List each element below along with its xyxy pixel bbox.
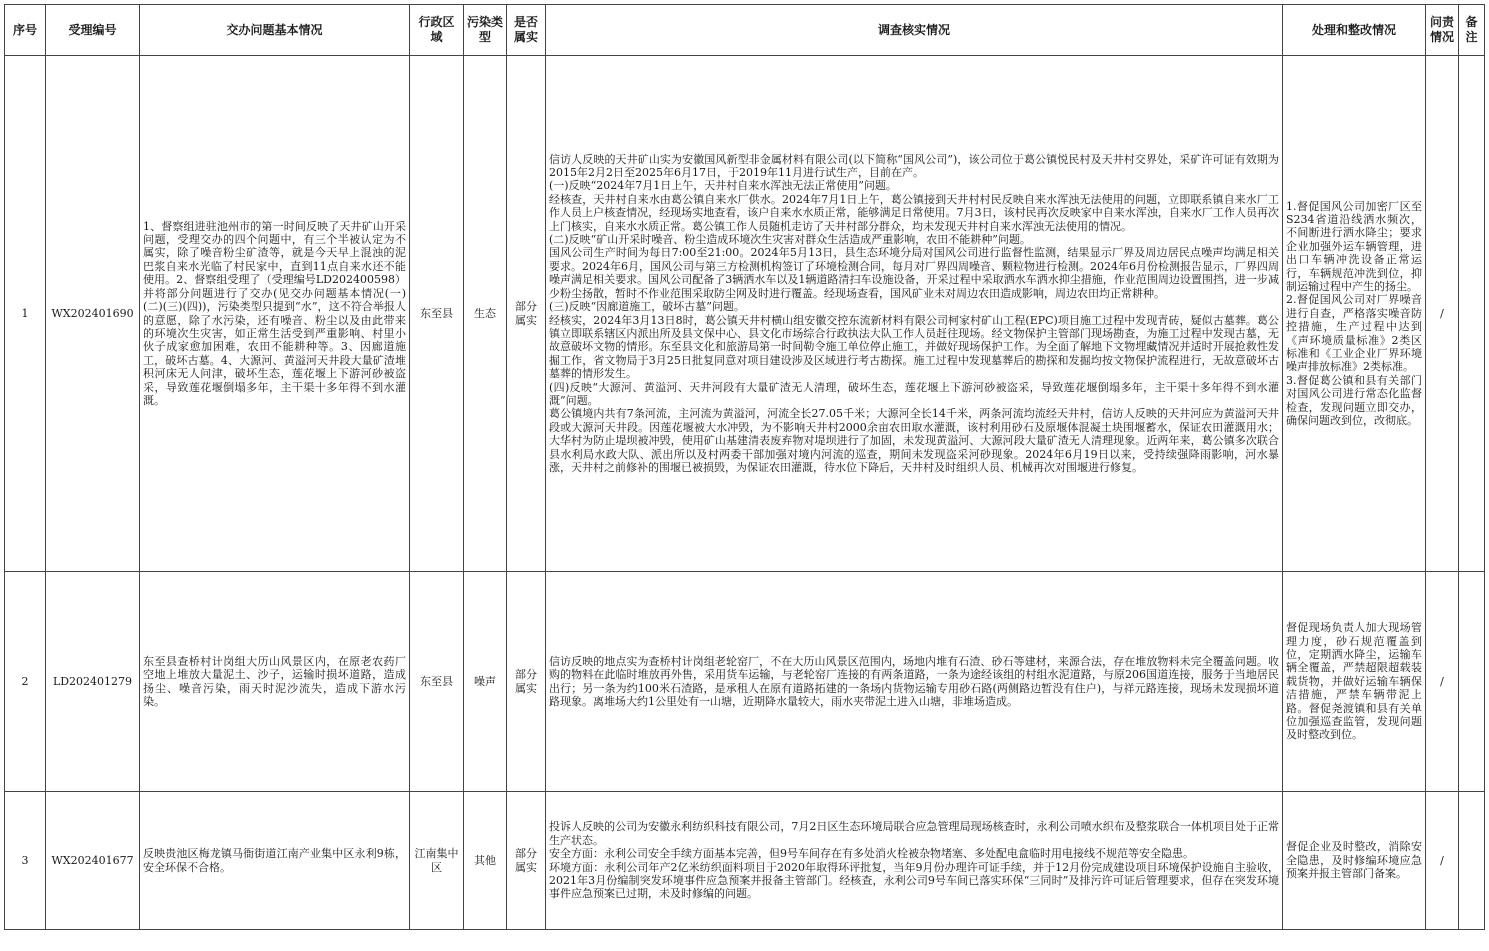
- header-type: 污染类型: [464, 5, 507, 56]
- row-id: WX202401677: [46, 792, 140, 930]
- complaint-table: [4, 4, 1485, 930]
- header-remark: 备注: [1459, 5, 1485, 56]
- row-remark: [1459, 572, 1485, 792]
- header-true: 是否属实: [507, 5, 546, 56]
- row-remark: [1459, 792, 1485, 930]
- header-row: [5, 5, 1485, 56]
- row-region: 东至县: [410, 572, 464, 792]
- row-type: 其他: [464, 792, 507, 930]
- row-problem: 东至县查桥村计岗组大历山风景区内，在原老农药厂空地上堆放大量泥土、沙子，运输时损坏道路，造成扬尘、噪音污染，雨天时泥沙流失，造成下游水污染。: [140, 572, 410, 792]
- row-seq: 3: [5, 792, 46, 930]
- header-seq: 序号: [5, 5, 46, 56]
- table-row: [5, 792, 1485, 930]
- row-region: 东至县: [410, 56, 464, 572]
- row-account: /: [1426, 56, 1459, 572]
- row-true: 部分属实: [507, 56, 546, 572]
- row-problem: 反映贵池区梅龙镇马衙街道江南产业集中区永利9栋，安全环保不合格。: [140, 792, 410, 930]
- table-row: [5, 572, 1485, 792]
- row-region: 江南集中区: [410, 792, 464, 930]
- row-investigation: 投诉人反映的公司为安徽永利纺织科技有限公司，7月2日区生态环境局联合应急管理局现场核查时，永利公司喷水织布及整浆联合一体机项目处于正常生产状态。 安全方面：永利公司安全手续方面基本完善，但9号车间存在有多处消火栓被杂物堵塞、多处配电盒临时用电接线不规范等安全隐患。 环境方面：永利公司年产2亿米纺织面料项目于2020年取得环评批复，当年9月份办理许可证手续，并于12月份完成建设项目环境保护设施自主验收，2021年3月份编制突发环境事件应急预案并报备主管部门。经核查，永利公司9号车间已落实环保“三同时”及排污许可证后管理要求，但存在突发环境事件应急预案已过期，未及时修编的问题。: [546, 792, 1283, 930]
- row-problem: 1、督察组进驻池州市的第一时间反映了天井矿山开采问题，受理交办的四个问题中，有三个半被认定为不属实，除了噪音粉尘矿渣等，就是今天早上混浊的泥巴浆自来水光临了村民家中，直到11点自来水还不能使用。2、督察组受理了（受理编号LD202400598）并将部分问题进行了交办(见交办问题基本情况(一)(二)(三)(四))，污染类型只提到“水”，这不符合举报人的意愿，除了水污染，还有噪音、粉尘以及由此带来的环境次生灾害，如正常生活受到严重影响、村里小伙子成家愈加困难，农田不能耕种等。3、因廊道施工，破坏古墓。4、大源河、黄溢河天井段大量矿渣堆积河床无人问津，破坏生态，莲花堰上下游河砂被盗采，导致莲花堰倒塌多年，主干渠十多年得不到水灌溉。: [140, 56, 410, 572]
- row-investigation: 信访反映的地点实为查桥村计岗组老轮窑厂，不在大历山风景区范围内，场地内堆有石渣、砂石等建材，来源合法，存在堆放物料未完全覆盖问题。收购的物料在此临时堆放再外售，采用货车运输，与老轮窑厂连接的有两条道路，一条为途经该组的村组水泥道路，与原206国道连接，服务于当地居民出行；另一条为约100米石渣路，是承租人在原有道路拓建的一条场内货物运输专用砂石路(两侧路边暂没有住户)，与祥元路连接，现场未发现损坏道路现象。离堆场大约1公里处有一山塘，近期降水量较大，雨水夹带泥土进入山塘，非堆场造成。: [546, 572, 1283, 792]
- row-account: /: [1426, 572, 1459, 792]
- row-seq: 1: [5, 56, 46, 572]
- row-true: 部分属实: [507, 572, 546, 792]
- header-region: 行政区域: [410, 5, 464, 56]
- row-id: WX202401690: [46, 56, 140, 572]
- row-remark: [1459, 56, 1485, 572]
- header-handling: 处理和整改情况: [1283, 5, 1426, 56]
- header-id: 受理编号: [46, 5, 140, 56]
- row-handling: 督促企业及时整改，消除安全隐患，及时修编环境应急预案并报主管部门备案。: [1283, 792, 1426, 930]
- row-type: 噪声: [464, 572, 507, 792]
- header-problem: 交办问题基本情况: [140, 5, 410, 56]
- header-investigation: 调查核实情况: [546, 5, 1283, 56]
- row-true: 部分属实: [507, 792, 546, 930]
- row-handling: 1.督促国风公司加密厂区至S234省道沿线洒水频次，不间断进行洒水降尘；要求企业加强外运车辆管理，进出口车辆冲洗设备正常运行，车辆规范冲洗到位，抑制运输过程中产生的扬尘。 2.督促国风公司对厂界噪音进行自查，严格落实噪音防控措施，生产过程中达到《声环境质量标准》2类区标准和《工业企业厂界环境噪声排放标准》2类标准。 3.督促葛公镇和县有关部门对国风公司进行常态化监督检查，发现问题立即交办，确保问题改到位，改彻底。: [1283, 56, 1426, 572]
- table-row: [5, 56, 1485, 572]
- row-type: 生态: [464, 56, 507, 572]
- row-account: /: [1426, 792, 1459, 930]
- row-seq: 2: [5, 572, 46, 792]
- row-investigation: 信访人反映的天井矿山实为安徽国风新型非金属材料有限公司(以下简称“国风公司”)，该公司位于葛公镇悦民村及天井村交界处，采矿许可证有效期为2015年2月2日至2025年6月17日，于2019年11月进行试生产，目前在产。 (一)反映“2024年7月1日上午，天井村自来水浑浊无法正常使用”问题。 经核查，天井村自来水由葛公镇自来水厂供水。2024年7月1日上午，葛公镇接到天井村村民反映自来水浑浊无法使用的问题，立即联系镇自来水厂工作人员上户核查情况，经现场实地查看，该户自来水水质正常，能够满足日常使用。7月3日，该村民再次反映家中自来水浑浊，自来水厂工作人员再次上门核实，自来水水质正常。葛公镇工作人员随机走访了天井村部分群众，均未发现天井村自来水浑浊无法使用的情况。 (二)反映“矿山开采时噪音、粉尘造成环境次生灾害对群众生活造成严重影响，农田不能耕种”问题。 国风公司生产时间为每日7:00至21:00。2024年5月13日，县生态环境分局对国风公司进行监督性监测，结果显示厂界及周边居民点噪声均满足相关要求。2024年6月，国风公司与第三方检测机构签订了环境检测合同，每月对厂界四周噪音、颗粒物进行检测。2024年6月份检测报告显示，厂界四周噪声满足相关要求。国风公司配备了3辆洒水车以及1辆道路清扫车设施设备，开采过程中采取洒水车洒水抑尘措施，作业范围周边设置围挡，进一步减少粉尘扬散，暂时不作业范围采取防尘网及时进行覆盖。经现场查看，国风矿业未对周边农田造成影响，周边农田均正常耕种。 (三)反映“因廊道施工，破坏古墓”问题。 经核实，2024年3月13日8时，葛公镇天井村横山组安徽交控东流新材料有限公司柯家村矿山工程(EPC)项目施工过程中发现青砖，疑似古墓葬。葛公镇立即联系辖区内派出所及县文保中心、县文化市场综合行政执法大队工作人员赶往现场。经文物保护主管部门现场勘查，为施工过程中发现古墓，无故意破坏文物的情形。东至县文化和旅游局第一时间勒令施工单位停止施工，并做好现场保护工作。为全面了解地下文物埋藏情况并适时开展抢救性发掘工作，省文物局于3月25日批复同意对项目建设涉及区域进行考古勘探。施工过程中发现墓葬后的勘探和发掘均按文物保护流程进行，无故意破坏古墓葬的情形发生。 (四)反映“大源河、黄溢河、天井河段有大量矿渣无人清理，破坏生态，莲花堰上下游河砂被盗采，导致莲花堰倒塌多年，主干渠十多年得不到水灌溉”问题。 葛公镇境内共有7条河流，主河流为黄溢河，河流全长27.05千米；大源河全长14千米，两条河流均流经天井村，信访人反映的天井河应为黄溢河天井段或大源河天井段。因莲花堰被大水冲毁，为不影响天井村2000余亩农田取水灌溉，该村利用砂石及原堰体混凝土块围堰蓄水，保证农田灌溉用水；大华村为防止堤坝被冲毁，使用矿山基建清表废弃物对堤坝进行了加固，未发现黄溢河、大源河段大量矿渣无人清理现象。近两年来，葛公镇多次联合县水利局水政大队、派出所以及村两委干部加强对境内河流的巡查，期间未发现盗采河砂现象。2024年6月19日以来，受持续强降雨影响，河水暴涨，天井村之前修补的围堰已被损毁，为保证农田灌溉，待水位下降后，天井村及时组织人员、机械再次对围堰进行修复。: [546, 56, 1283, 572]
- row-id: LD202401279: [46, 572, 140, 792]
- row-handling: 督促现场负责人加大现场管理力度，砂石规范覆盖到位，定期洒水降尘，运输车辆全覆盖，严禁超限超载装载货物，并做好运输车辆保洁措施，严禁车辆带泥上路。督促尧渡镇和县有关单位加强巡查监管，发现问题及时整改到位。: [1283, 572, 1426, 792]
- header-account: 问责情况: [1426, 5, 1459, 56]
